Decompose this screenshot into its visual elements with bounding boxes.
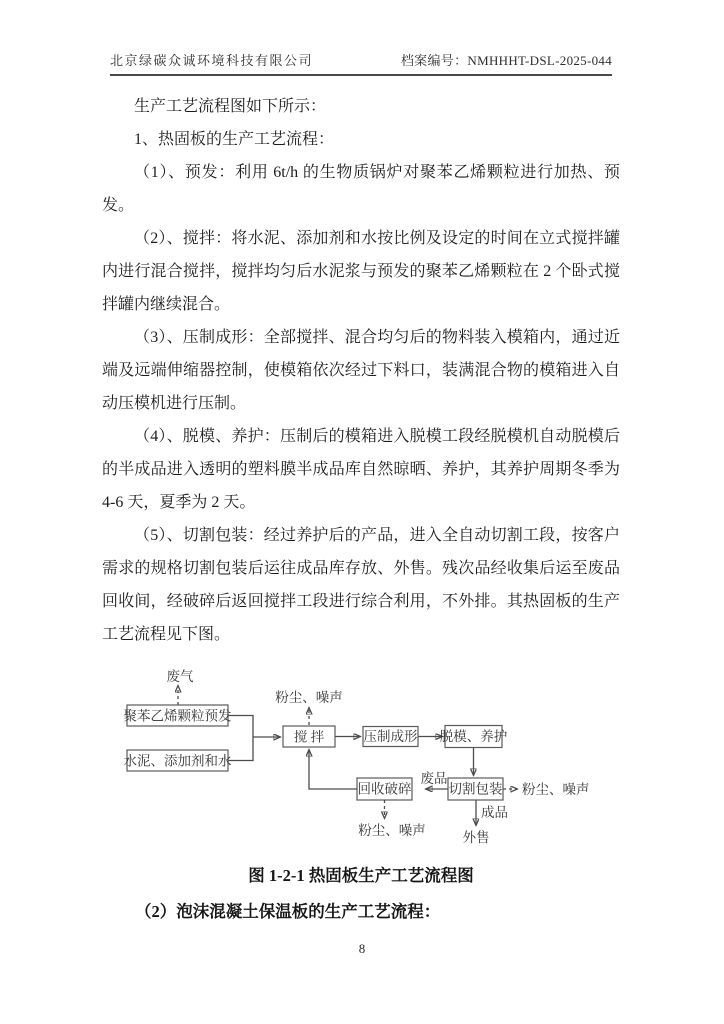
paragraph-step-4: （4）、脱模、养护：压制后的模箱进入脱模工段经脱模机自动脱模后的半成品进入透明的塑料膜半成品库自然晾晒、养护，其养护周期冬季为 4-6 天，夏季为 2 天。 <box>102 428 620 511</box>
page-header <box>110 50 612 76</box>
sale-label: 外售 <box>462 830 490 845</box>
waste-gas-label: 废气 <box>166 669 194 684</box>
header-company-name: 北京绿碳众诚环境科技有限公司 <box>110 53 314 68</box>
paragraph-intro: 生产工艺流程图如下所示： <box>134 98 327 115</box>
node-materials-label: 水泥、添加剂和水 <box>123 753 232 769</box>
recycle-return-arrow <box>309 750 357 789</box>
paragraph-section-1: 1、热固板的生产工艺流程： <box>134 131 335 148</box>
dust-noise-top-label: 粉尘、噪声 <box>275 690 343 705</box>
node-demolding-label: 脱模、养护 <box>439 729 508 744</box>
dust-noise-right-label: 粉尘、噪声 <box>522 782 590 797</box>
process-flowchart <box>100 655 640 855</box>
file-number-label: 档案编号： <box>400 53 468 68</box>
page-number: 8 <box>358 941 366 956</box>
section-heading-2: （2）泡沫混凝土保温板的生产工艺流程： <box>135 902 441 921</box>
figure-caption: 图 1-2-1 热固板生产工艺流程图 <box>248 866 474 885</box>
node-pressing-label: 压制成形 <box>363 729 418 744</box>
node-cutting-label: 切割包装 <box>448 781 503 797</box>
node-pre-expansion-label: 聚苯乙烯颗粒预发 <box>123 708 232 724</box>
paragraph-step-2: （2）、搅拌：将水泥、添加剂和水按比例及设定的时间在立式搅拌罐内进行混合搅拌，搅拌均匀后水泥浆与预发的聚苯乙烯颗粒在 2 个卧式搅拌罐内继续混合。 <box>102 230 620 313</box>
node-mixing-label: 搅 拌 <box>293 729 325 745</box>
document-body <box>102 90 620 651</box>
merge-connector-line <box>228 716 253 761</box>
file-number-value: NMHHHT-DSL-2025-044 <box>467 53 612 68</box>
dust-noise-bottom-label: 粉尘、噪声 <box>358 823 426 838</box>
header-file-number <box>401 50 612 69</box>
paragraph-step-1: （1）、预发：利用 6t/h 的生物质锅炉对聚苯乙烯颗粒进行加热、预发。 <box>102 164 620 214</box>
node-recycling-label: 回收破碎 <box>357 781 412 797</box>
paragraph-step-5: （5）、切割包装：经过养护后的产品，进入全自动切割工段，按客户需求的规格切割包装后运往成品库存放、外售。残次品经收集后运至废品回收间，经破碎后返回搅拌工段进行综合利用，不外排。其热固板的生产工艺流程见下图。 <box>102 527 620 643</box>
finished-product-label: 成品 <box>481 805 508 820</box>
scrap-label: 废品 <box>420 771 448 786</box>
paragraph-step-3: （3）、压制成形：全部搅拌、混合均匀后的物料装入模箱内，通过近端及远端伸缩器控制，使模箱依次经过下料口，装满混合物的模箱进入自动压模机进行压制。 <box>102 329 620 412</box>
